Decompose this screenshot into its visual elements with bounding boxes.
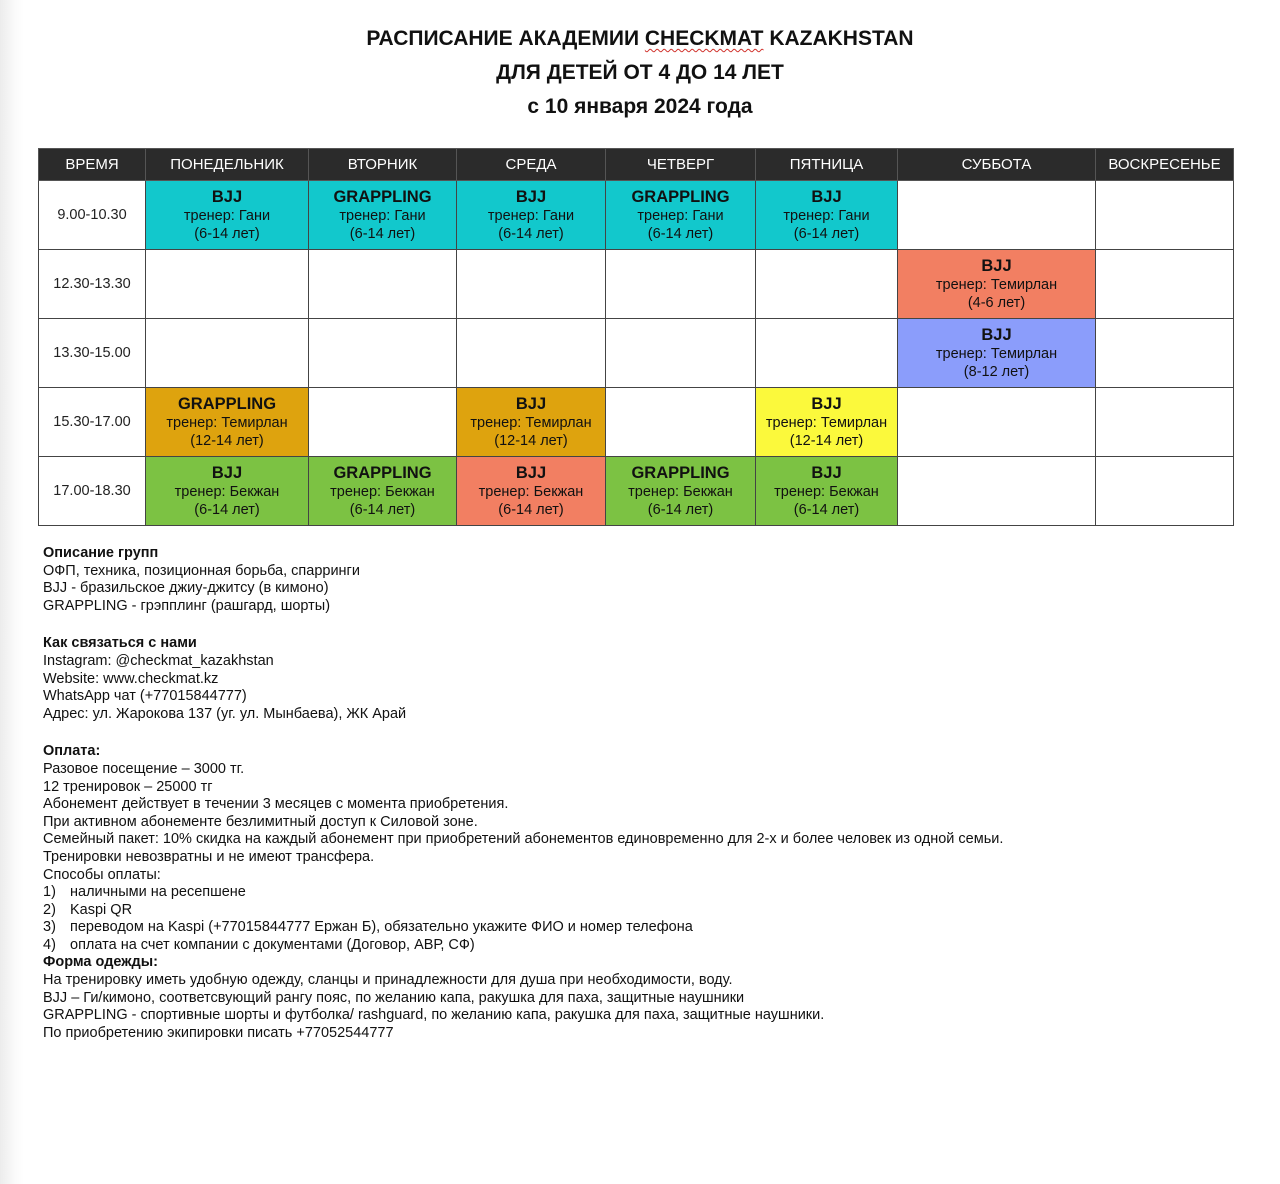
class-cell [146, 181, 309, 250]
class-coach: тренер: Гани [783, 208, 870, 224]
uniform-section [43, 954, 1243, 1042]
payment-line: Разовое посещение – 3000 тг. [43, 760, 245, 777]
class-age: (6-14 лет) [498, 226, 564, 242]
schedule-row [39, 388, 1234, 457]
class-coach: тренер: Бекжан [628, 484, 733, 500]
empty-cell [146, 319, 309, 388]
class-age: (12-14 лет) [190, 433, 264, 449]
payment-method: 1) наличными на ресепшене [43, 884, 246, 901]
payment-line: Абонемент действует в течении 3 месяцев с момента приобретения. [43, 796, 509, 813]
class-coach: тренер: Темирлан [166, 415, 288, 431]
schedule-row [39, 250, 1234, 319]
class-name: GRAPPLING [631, 188, 730, 206]
class-cell [756, 181, 898, 250]
time-slot: 13.30-15.00 [39, 319, 146, 388]
class-name: BJJ [211, 188, 243, 206]
schedule-row [39, 457, 1234, 526]
col-header-tuesday: ВТОРНИК [309, 149, 457, 181]
class-cell [309, 181, 457, 250]
payment-method: 4) оплата на счет компании с документами (Договор, АВР, СФ) [43, 936, 475, 953]
class-name: BJJ [811, 395, 842, 413]
class-age: (6-14 лет) [194, 226, 260, 242]
uniform-line: На тренировку иметь удобную одежду, сланцы и принадлежности для душа при необходимости, воду. [43, 972, 733, 989]
class-age: (6-14 лет) [498, 502, 564, 518]
col-header-friday: ПЯТНИЦА [756, 149, 898, 181]
class-name: BJJ [211, 464, 243, 482]
time-slot: 15.30-17.00 [39, 388, 146, 457]
class-age: (4-6 лет) [967, 295, 1026, 311]
empty-cell [756, 250, 898, 319]
contact-section [43, 635, 1243, 723]
page-edge-shadow [0, 0, 24, 1184]
class-cell [756, 457, 898, 526]
class-age: (12-14 лет) [494, 433, 568, 449]
groups-section [43, 545, 1243, 615]
empty-cell [1096, 319, 1234, 388]
empty-cell [1096, 457, 1234, 526]
payment-method: 3) переводом на Kaspi (+77015844777 Ержан Б), обязательно укажите ФИО и номер телефона [43, 919, 693, 936]
empty-cell [1096, 181, 1234, 250]
class-coach: тренер: Бекжан [330, 484, 435, 500]
empty-cell [606, 250, 756, 319]
groups-line: BJJ - бразильское джиу-джитсу (в кимоно) [43, 580, 329, 597]
document-header [0, 22, 1280, 124]
empty-cell [898, 181, 1096, 250]
contact-address: Адрес: ул. Жарокова 137 (уг. ул. Мынбаева), ЖК Арай [43, 705, 407, 722]
payment-line: Тренировки невозвратны и не имеют трансфера. [43, 848, 375, 865]
class-name: BJJ [981, 326, 1012, 344]
empty-cell [457, 250, 606, 319]
class-age: (8-12 лет) [963, 364, 1030, 380]
empty-cell [1096, 250, 1234, 319]
class-age: (6-14 лет) [349, 502, 416, 518]
payment-line: Семейный пакет: 10% скидка на каждый абонемент при приобретений абонементов единовременно для 2-х и более человек из одной семьи. [43, 831, 1004, 848]
uniform-line: BJJ – Ги/кимоно, соответсвующий рангу пояс, по желанию капа, ракушка для паха, защитные наушники [43, 989, 745, 1006]
col-header-thursday: ЧЕТВЕРГ [606, 149, 756, 181]
class-coach: тренер: Гани [183, 208, 271, 224]
contact-whatsapp: WhatsApp чат (+77015844777) [43, 688, 247, 705]
uniform-line: GRAPPLING - спортивные шорты и футболка/ rashguard, по желанию капа, ракушка для паха, защитные наушники. [43, 1007, 825, 1024]
class-name: BJJ [811, 464, 842, 482]
class-age: (6-14 лет) [647, 502, 714, 518]
title-suffix: KAZAKHSTAN [763, 27, 914, 50]
class-age: (6-14 лет) [647, 226, 714, 242]
col-header-saturday: СУББОТА [898, 149, 1096, 181]
class-coach: тренер: Бекжан [478, 484, 584, 500]
time-slot: 12.30-13.30 [39, 250, 146, 319]
class-name: BJJ [515, 188, 547, 206]
class-coach: тренер: Гани [637, 208, 724, 224]
schedule-header-row [39, 149, 1234, 181]
class-cell [606, 181, 756, 250]
payment-method: 2) Kaspi QR [43, 901, 133, 918]
empty-cell [309, 250, 457, 319]
empty-cell [756, 319, 898, 388]
class-cell [898, 250, 1096, 319]
empty-cell [606, 319, 756, 388]
class-coach: тренер: Гани [339, 208, 426, 224]
empty-cell [309, 319, 457, 388]
schedule-table [38, 148, 1234, 526]
class-cell [606, 457, 756, 526]
class-coach: тренер: Темирлан [765, 415, 888, 431]
empty-cell [606, 388, 756, 457]
class-age: (6-14 лет) [793, 226, 860, 242]
class-cell [756, 388, 898, 457]
class-cell [457, 457, 606, 526]
payment-line: 12 тренировок – 25000 тг [43, 778, 213, 795]
class-name: BJJ [811, 188, 842, 206]
empty-cell [146, 250, 309, 319]
uniform-heading: Форма одежды: [43, 954, 158, 971]
class-cell [309, 457, 457, 526]
class-age: (6-14 лет) [194, 502, 260, 518]
class-coach: тренер: Гани [487, 208, 575, 224]
empty-cell [898, 388, 1096, 457]
title-line-1 [0, 22, 1280, 56]
class-coach: тренер: Темирлан [935, 277, 1058, 293]
empty-cell [898, 457, 1096, 526]
class-cell [457, 181, 606, 250]
class-coach: тренер: Бекжан [774, 484, 879, 500]
col-header-time: ВРЕМЯ [39, 149, 146, 181]
contact-heading: Как связаться с нами [43, 635, 197, 652]
class-name: BJJ [981, 257, 1012, 275]
empty-cell [457, 319, 606, 388]
title-line-3: с 10 января 2024 года [527, 95, 753, 118]
contact-instagram: Instagram: @checkmat_kazakhstan [43, 652, 274, 669]
class-name: BJJ [515, 395, 547, 413]
title-line-2: ДЛЯ ДЕТЕЙ ОТ 4 ДО 14 ЛЕТ [496, 61, 784, 84]
col-header-wednesday: СРЕДА [457, 149, 606, 181]
class-name: GRAPPLING [333, 188, 432, 206]
empty-cell [309, 388, 457, 457]
col-header-sunday: ВОСКРЕСЕНЬЕ [1096, 149, 1234, 181]
class-coach: тренер: Бекжан [174, 484, 280, 500]
empty-cell [1096, 388, 1234, 457]
class-name: BJJ [515, 464, 547, 482]
contact-website: Website: www.checkmat.kz [43, 670, 219, 687]
class-age: (12-14 лет) [789, 433, 864, 449]
class-cell [457, 388, 606, 457]
class-cell [146, 388, 309, 457]
class-coach: тренер: Темирлан [470, 415, 592, 431]
groups-line: GRAPPLING - грэпплинг (рашгард, шорты) [43, 597, 331, 614]
col-header-monday: ПОНЕДЕЛЬНИК [146, 149, 309, 181]
groups-line: ОФП, техника, позиционная борьба, спарринги [43, 562, 360, 579]
class-coach: тренер: Темирлан [935, 346, 1058, 362]
class-age: (6-14 лет) [793, 502, 860, 518]
class-name: GRAPPLING [333, 464, 432, 482]
payment-line: При активном абонементе безлимитный доступ к Силовой зоне. [43, 813, 478, 830]
payment-heading: Оплата: [43, 743, 101, 760]
title-brand: CHECKMAT [644, 27, 764, 50]
time-slot: 9.00-10.30 [39, 181, 146, 250]
class-age: (6-14 лет) [349, 226, 416, 242]
class-cell [146, 457, 309, 526]
payment-methods-label: Способы оплаты: [43, 866, 161, 883]
class-cell [898, 319, 1096, 388]
schedule-row [39, 319, 1234, 388]
class-name: GRAPPLING [177, 395, 277, 413]
title-prefix: РАСПИСАНИЕ АКАДЕМИИ [366, 27, 645, 50]
class-name: GRAPPLING [631, 464, 730, 482]
payment-section [43, 743, 1243, 954]
uniform-line: По приобретению экипировки писать +77052544777 [43, 1024, 394, 1041]
time-slot: 17.00-18.30 [39, 457, 146, 526]
groups-heading: Описание групп [43, 545, 159, 561]
info-section [43, 545, 1243, 1042]
schedule-row [39, 181, 1234, 250]
